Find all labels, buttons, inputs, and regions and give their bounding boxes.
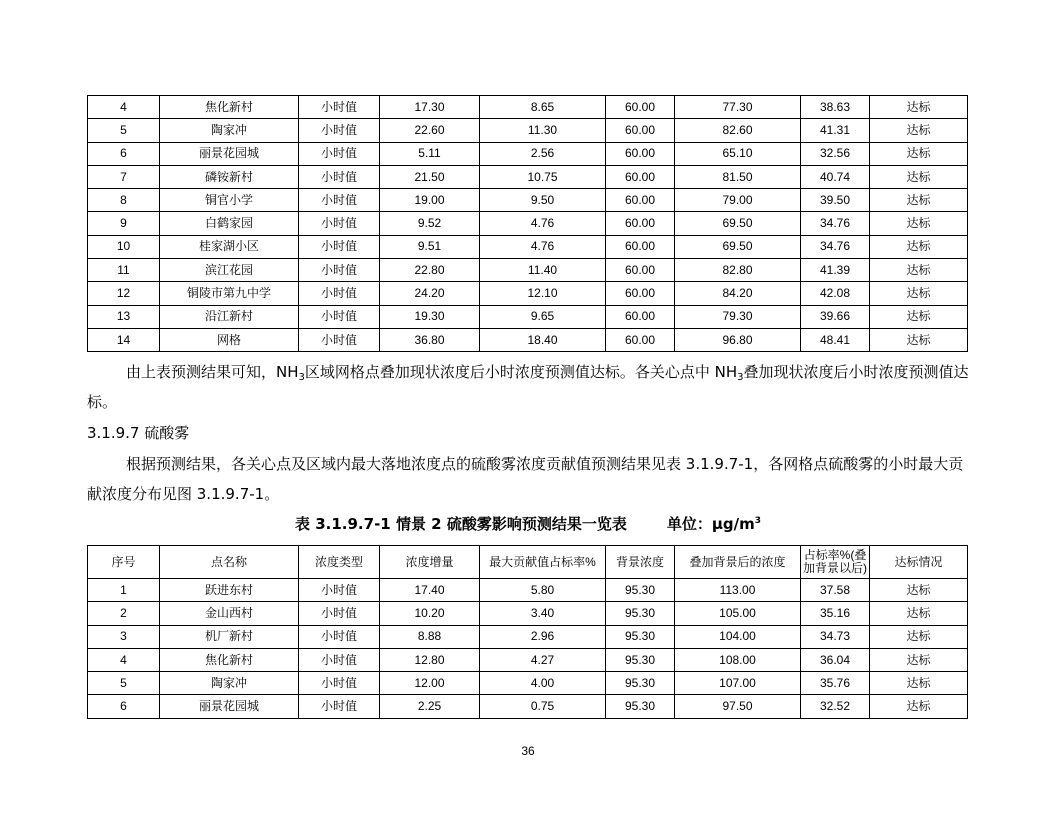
table-cell: 9.52 — [380, 212, 480, 235]
table-cell: 3 — [88, 625, 160, 648]
table-cell: 60.00 — [606, 328, 675, 351]
table-row — [88, 328, 968, 351]
table-cell: 39.66 — [801, 305, 870, 328]
table-cell: 12.10 — [480, 282, 606, 305]
table-cell: 22.60 — [380, 119, 480, 142]
table-cell: 9.65 — [480, 305, 606, 328]
table-cell: 60.00 — [606, 212, 675, 235]
table-cell: 白鹤家园 — [160, 212, 299, 235]
table2-body — [88, 579, 968, 719]
section-heading: 3.1.9.7 硫酸雾 — [87, 424, 190, 442]
table-cell: 小时值 — [299, 328, 380, 351]
table-cell: 达标 — [870, 625, 968, 648]
table-cell: 3.40 — [480, 602, 606, 625]
table-cell: 小时值 — [299, 259, 380, 282]
table-cell: 焦化新村 — [160, 648, 299, 671]
table-cell: 5.80 — [480, 579, 606, 602]
table-cell: 14 — [88, 328, 160, 351]
table-cell: 60.00 — [606, 119, 675, 142]
nh3-conclusion-paragraph — [87, 357, 972, 417]
table-cell: 沿江新村 — [160, 305, 299, 328]
table-cell: 36.04 — [801, 648, 870, 671]
table-cell: 17.30 — [380, 96, 480, 119]
table-cell: 达标 — [870, 648, 968, 671]
table-cell: 小时值 — [299, 235, 380, 258]
table-row — [88, 259, 968, 282]
table-cell: 小时值 — [299, 96, 380, 119]
table-cell: 丽景花园城 — [160, 142, 299, 165]
table-row — [88, 212, 968, 235]
table-cell: 达标 — [870, 328, 968, 351]
table-cell: 小时值 — [299, 282, 380, 305]
table-row — [88, 96, 968, 119]
table-cell: 95.30 — [606, 602, 675, 625]
table-cell: 35.16 — [801, 602, 870, 625]
table-cell: 金山西村 — [160, 602, 299, 625]
table-cell: 39.50 — [801, 189, 870, 212]
table-cell: 107.00 — [675, 672, 801, 695]
table-cell: 60.00 — [606, 142, 675, 165]
table-cell: 60.00 — [606, 259, 675, 282]
table-cell: 达标 — [870, 259, 968, 282]
table-cell: 11.40 — [480, 259, 606, 282]
table-cell: 24.20 — [380, 282, 480, 305]
table-cell: 60.00 — [606, 96, 675, 119]
table-cell: 12 — [88, 282, 160, 305]
table-cell: 95.30 — [606, 625, 675, 648]
caption-title: 表 3.1.9.7-1 情景 2 硫酸雾影响预测结果一览表 — [295, 515, 627, 533]
table-cell: 82.80 — [675, 259, 801, 282]
table-cell: 5.11 — [380, 142, 480, 165]
column-header: 浓度增量 — [380, 546, 480, 579]
table-cell: 4 — [88, 96, 160, 119]
table-cell: 铜官小学 — [160, 189, 299, 212]
table-cell: 7 — [88, 165, 160, 188]
table-cell: 11.30 — [480, 119, 606, 142]
table-cell: 网格 — [160, 328, 299, 351]
table-row — [88, 625, 968, 648]
table-cell: 22.80 — [380, 259, 480, 282]
table-cell: 达标 — [870, 579, 968, 602]
para1-text-3: 叠加现状浓度后小时浓度预测值达标。 — [87, 363, 969, 411]
table-cell: 82.60 — [675, 119, 801, 142]
table-row — [88, 305, 968, 328]
table2-header-row — [88, 546, 968, 579]
table-cell: 5 — [88, 672, 160, 695]
table-cell: 6 — [88, 695, 160, 718]
table-cell: 81.50 — [675, 165, 801, 188]
table-cell: 95.30 — [606, 579, 675, 602]
table-row — [88, 282, 968, 305]
table-row — [88, 142, 968, 165]
table-cell: 35.76 — [801, 672, 870, 695]
table-cell: 77.30 — [675, 96, 801, 119]
table-row — [88, 165, 968, 188]
table-cell: 8 — [88, 189, 160, 212]
table-cell: 48.41 — [801, 328, 870, 351]
table-cell: 4.76 — [480, 235, 606, 258]
table-cell: 37.58 — [801, 579, 870, 602]
table-cell: 陶家冲 — [160, 119, 299, 142]
table-cell: 桂家湖小区 — [160, 235, 299, 258]
table-cell: 8.88 — [380, 625, 480, 648]
table-cell: 磷铵新村 — [160, 165, 299, 188]
table-cell: 32.56 — [801, 142, 870, 165]
table-cell: 38.63 — [801, 96, 870, 119]
table-cell: 9.51 — [380, 235, 480, 258]
column-header: 占标率%(叠加背景以后) — [801, 546, 870, 579]
table-cell: 104.00 — [675, 625, 801, 648]
table-cell: 小时值 — [299, 672, 380, 695]
table-cell: 1 — [88, 579, 160, 602]
table-cell: 11 — [88, 259, 160, 282]
nh3-results-table-continued — [87, 95, 968, 352]
table-cell: 60.00 — [606, 305, 675, 328]
table-cell: 2.25 — [380, 695, 480, 718]
table-cell: 6 — [88, 142, 160, 165]
table-cell: 小时值 — [299, 165, 380, 188]
table-cell: 达标 — [870, 189, 968, 212]
table-cell: 2 — [88, 602, 160, 625]
table-cell: 达标 — [870, 96, 968, 119]
table-row — [88, 235, 968, 258]
table-cell: 95.30 — [606, 648, 675, 671]
table-cell: 19.30 — [380, 305, 480, 328]
table1-body — [88, 96, 968, 352]
table-cell: 79.00 — [675, 189, 801, 212]
table-cell: 32.52 — [801, 695, 870, 718]
table-cell: 铜陵市第九中学 — [160, 282, 299, 305]
table-cell: 达标 — [870, 235, 968, 258]
table-row — [88, 672, 968, 695]
table-cell: 21.50 — [380, 165, 480, 188]
column-header: 浓度类型 — [299, 546, 380, 579]
table-cell: 2.56 — [480, 142, 606, 165]
table-cell: 9.50 — [480, 189, 606, 212]
table-cell: 34.76 — [801, 212, 870, 235]
table-cell: 42.08 — [801, 282, 870, 305]
table-cell: 达标 — [870, 165, 968, 188]
table-cell: 10.75 — [480, 165, 606, 188]
table-cell: 滨江花园 — [160, 259, 299, 282]
table-cell: 40.74 — [801, 165, 870, 188]
table-cell: 4 — [88, 648, 160, 671]
table-cell: 95.30 — [606, 672, 675, 695]
table-cell: 19.00 — [380, 189, 480, 212]
table-cell: 陶家冲 — [160, 672, 299, 695]
column-header: 点名称 — [160, 546, 299, 579]
table-cell: 2.96 — [480, 625, 606, 648]
page-number: 36 — [521, 744, 535, 758]
table-cell: 60.00 — [606, 165, 675, 188]
table-cell: 113.00 — [675, 579, 801, 602]
table-cell: 4.76 — [480, 212, 606, 235]
caption-unit-superscript: 3 — [754, 516, 761, 526]
table-cell: 达标 — [870, 282, 968, 305]
column-header: 序号 — [88, 546, 160, 579]
table-cell: 达标 — [870, 695, 968, 718]
table-cell: 5 — [88, 119, 160, 142]
sulfuric-mist-intro-paragraph: 根据预测结果，各关心点及区域内最大落地浓度点的硫酸雾浓度贡献值预测结果见表 3.1.9.7-1，各网格点硫酸雾的小时最大贡献浓度分布见图 3.1.9.7-1。 — [87, 455, 964, 503]
table-row — [88, 189, 968, 212]
table-cell: 达标 — [870, 119, 968, 142]
para1-subscript-2: 3 — [737, 372, 744, 383]
para1-subscript-1: 3 — [298, 372, 305, 383]
table-cell: 达标 — [870, 672, 968, 695]
table-cell: 105.00 — [675, 602, 801, 625]
table-row — [88, 648, 968, 671]
table-cell: 小时值 — [299, 305, 380, 328]
table-cell: 0.75 — [480, 695, 606, 718]
table-cell: 12.80 — [380, 648, 480, 671]
table-cell: 10 — [88, 235, 160, 258]
table-cell: 69.50 — [675, 212, 801, 235]
table-cell: 65.10 — [675, 142, 801, 165]
table-cell: 60.00 — [606, 235, 675, 258]
table-cell: 小时值 — [299, 212, 380, 235]
table-cell: 108.00 — [675, 648, 801, 671]
table-cell: 12.00 — [380, 672, 480, 695]
table-cell: 小时值 — [299, 625, 380, 648]
table-cell: 4.27 — [480, 648, 606, 671]
sulfuric-mist-results-table — [87, 545, 968, 719]
table-cell: 60.00 — [606, 282, 675, 305]
table-row — [88, 602, 968, 625]
table-cell: 小时值 — [299, 189, 380, 212]
table-cell: 小时值 — [299, 142, 380, 165]
para1-text-2: 区域网格点叠加现状浓度后小时浓度预测值达标。各关心点中 NH — [304, 363, 738, 381]
table-cell: 9 — [88, 212, 160, 235]
table-cell: 焦化新村 — [160, 96, 299, 119]
column-header: 达标情况 — [870, 546, 968, 579]
table-cell: 达标 — [870, 142, 968, 165]
table-cell: 34.73 — [801, 625, 870, 648]
table-cell: 34.76 — [801, 235, 870, 258]
column-header: 最大贡献值占标率% — [480, 546, 606, 579]
para1-text-1: 由上表预测结果可知，NH — [126, 363, 299, 381]
table-cell: 96.80 — [675, 328, 801, 351]
table-cell: 60.00 — [606, 189, 675, 212]
table-cell: 17.40 — [380, 579, 480, 602]
caption-unit: 单位：μg/m — [666, 515, 755, 533]
table-cell: 机厂新村 — [160, 625, 299, 648]
table-cell: 79.30 — [675, 305, 801, 328]
table-cell: 41.31 — [801, 119, 870, 142]
table-cell: 达标 — [870, 305, 968, 328]
table-cell: 小时值 — [299, 602, 380, 625]
table-cell: 18.40 — [480, 328, 606, 351]
column-header: 背景浓度 — [606, 546, 675, 579]
table-cell: 84.20 — [675, 282, 801, 305]
table-cell: 达标 — [870, 602, 968, 625]
table-cell: 8.65 — [480, 96, 606, 119]
table-cell: 36.80 — [380, 328, 480, 351]
table-row — [88, 119, 968, 142]
table-cell: 97.50 — [675, 695, 801, 718]
table-cell: 丽景花园城 — [160, 695, 299, 718]
table-cell: 69.50 — [675, 235, 801, 258]
column-header: 叠加背景后的浓度 — [675, 546, 801, 579]
table-cell: 10.20 — [380, 602, 480, 625]
table-cell: 13 — [88, 305, 160, 328]
table-row — [88, 579, 968, 602]
table-cell: 跃进东村 — [160, 579, 299, 602]
table-caption — [0, 512, 1056, 536]
table-cell: 小时值 — [299, 648, 380, 671]
table-cell: 95.30 — [606, 695, 675, 718]
table-cell: 达标 — [870, 212, 968, 235]
table-cell: 小时值 — [299, 695, 380, 718]
table-cell: 4.00 — [480, 672, 606, 695]
table-cell: 小时值 — [299, 579, 380, 602]
table-row — [88, 695, 968, 718]
table-cell: 41.39 — [801, 259, 870, 282]
table-cell: 小时值 — [299, 119, 380, 142]
